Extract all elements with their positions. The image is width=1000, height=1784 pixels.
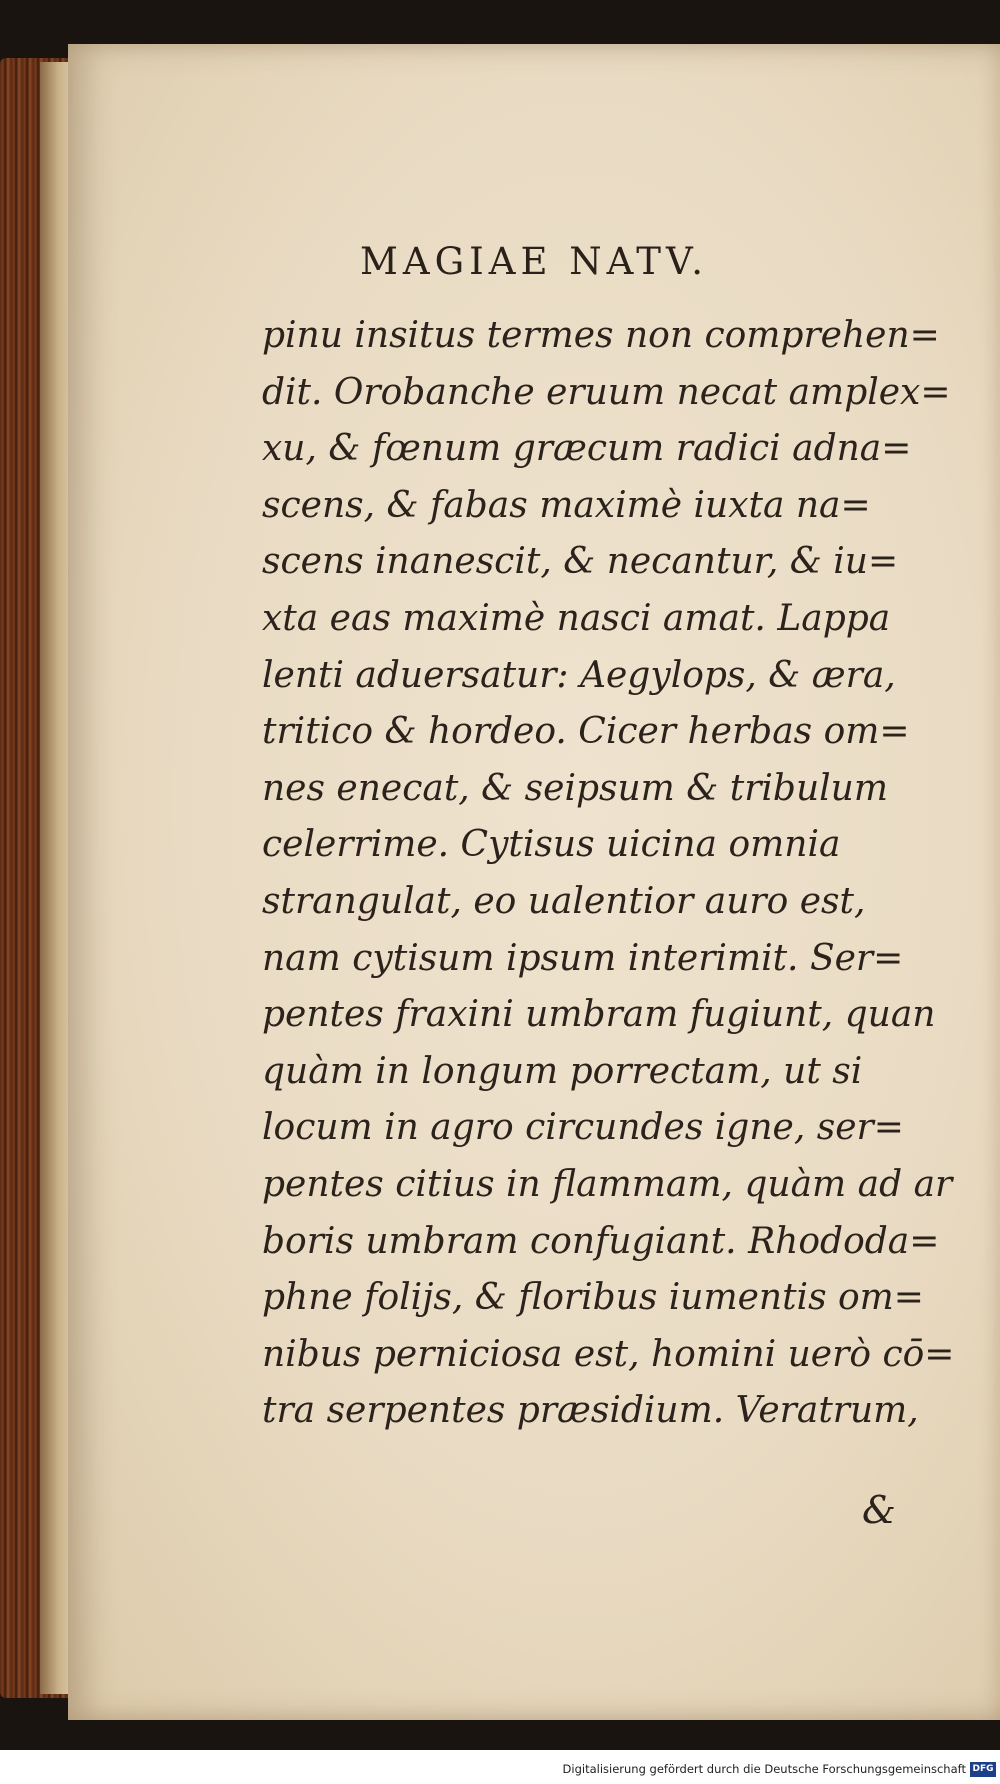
text-line: tra serpentes præsidium. Veratrum, xyxy=(262,1390,919,1432)
text-line: nam cytisum ipsum interimit. Ser= xyxy=(262,937,904,979)
text-line: pentes citius in flammam, quàm ad ar xyxy=(262,1163,953,1205)
text-line: boris umbram confugiant. Rhododa= xyxy=(262,1220,940,1262)
text-line: dit. Orobanche eruum necat amplex= xyxy=(262,371,951,413)
running-header: MAGIAE NATV. xyxy=(359,240,709,283)
text-line: tritico & hordeo. Cicer herbas om= xyxy=(262,711,910,753)
text-line: locum in agro circundes igne, ser= xyxy=(262,1107,904,1149)
text-line: pinu insitus termes non comprehen= xyxy=(262,315,940,356)
text-line: quàm in longum porrectam, ut si xyxy=(262,1050,863,1092)
text-line: xta eas maximè nasci amat. Lappa xyxy=(262,597,891,639)
text-line: lenti aduersatur: Aegylops, & æra, xyxy=(262,654,896,696)
text-line: phne folijs, & floribus iumentis om= xyxy=(262,1277,924,1319)
text-line: pentes fraxini umbram fugiunt, quan xyxy=(262,994,936,1036)
text-line: strangulat, eo ualentior auro est, xyxy=(262,880,866,922)
text-line: nes enecat, & seipsum & tribulum xyxy=(262,767,888,809)
footer-credit: Digitalisierung gefördert durch die Deutsche Forschungsgemeinschaft xyxy=(562,1762,966,1776)
body-text xyxy=(262,308,992,1440)
text-line: celerrime. Cytisus uicina omnia xyxy=(262,824,841,866)
catchword: & xyxy=(862,1488,896,1532)
footer-bar xyxy=(0,1750,1000,1784)
text-line: nibus perniciosa est, homini uerò cō= xyxy=(262,1333,955,1375)
text-line: scens, & fabas maximè iuxta na= xyxy=(262,484,871,526)
text-line: scens inanescit, & necantur, & iu= xyxy=(262,541,899,583)
page-stack-edge xyxy=(40,62,70,1694)
book-page xyxy=(68,44,1000,1720)
text-line: xu, & fœnum græcum radici adna= xyxy=(262,428,912,470)
dfg-logo: DFG xyxy=(970,1762,996,1777)
